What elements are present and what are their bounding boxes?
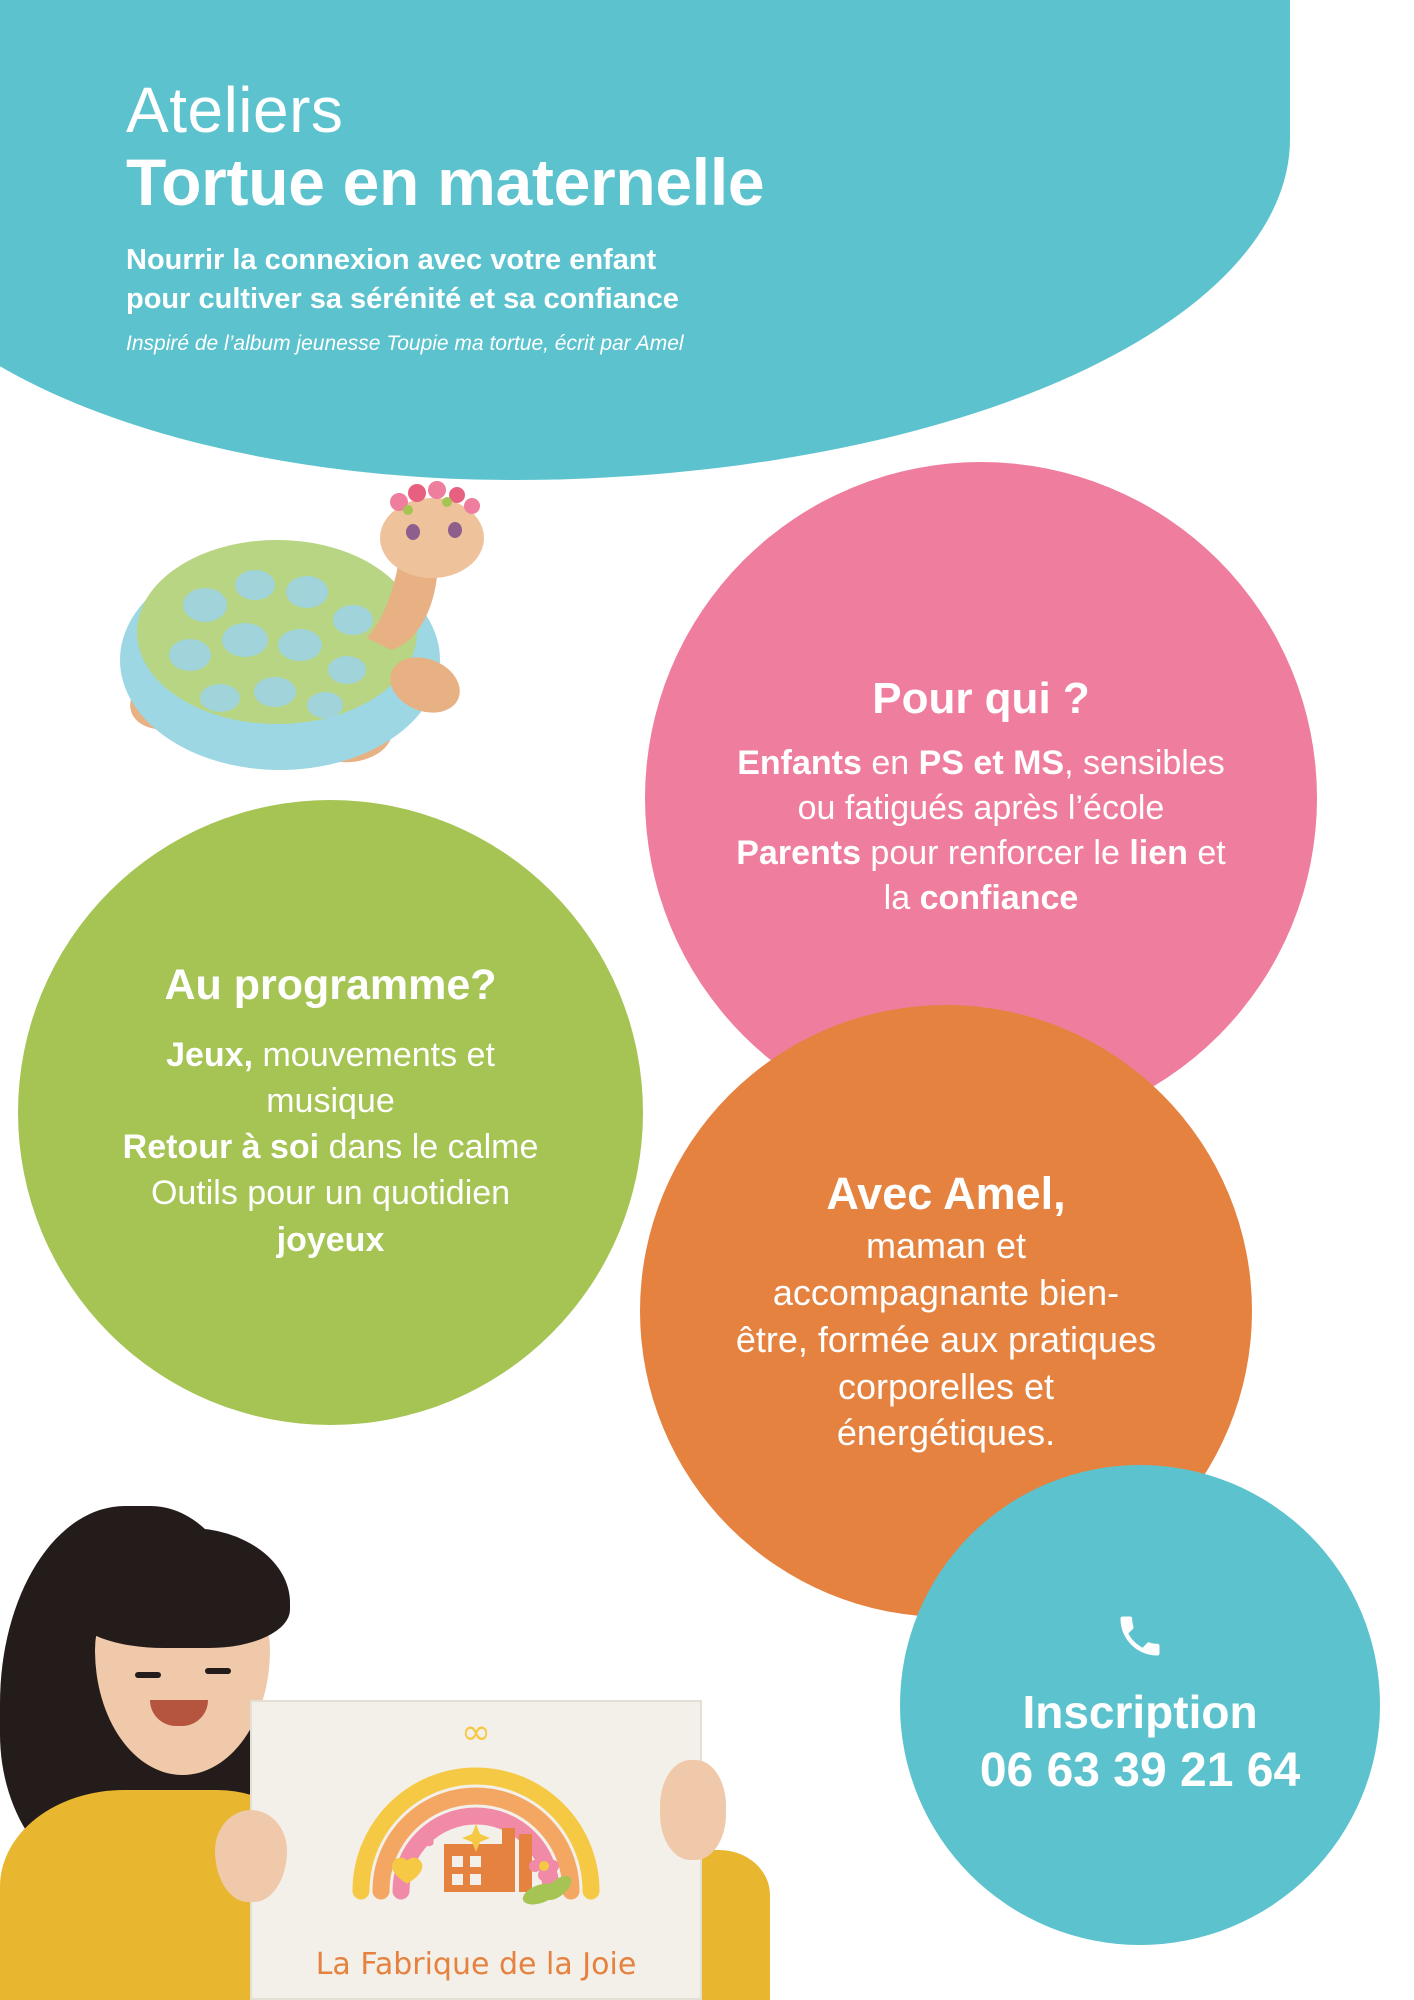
circle-au-programme (18, 800, 643, 1425)
pour-qui-strong-parents: Parents (736, 834, 861, 873)
au-programme-text-2: dans le calme (319, 1128, 539, 1167)
avec-amel-body (736, 1165, 1156, 1457)
au-programme-heading: Au programme? (164, 961, 497, 1010)
au-programme-strong-jeux: Jeux, (166, 1035, 254, 1074)
svg-text:♪: ♪ (422, 1815, 444, 1855)
logo-caption: La Fabrique de la Joie (315, 1947, 637, 1982)
pour-qui-strong-confiance: confiance (919, 879, 1079, 918)
au-programme-line2: musique (266, 1081, 395, 1120)
pour-qui-text-5: la (883, 879, 920, 918)
phone-icon (1114, 1610, 1166, 1671)
pour-qui-strong-niveaux: PS et MS (918, 744, 1065, 783)
inscription-label: Inscription (1022, 1686, 1258, 1739)
pour-qui-text-4: et (1187, 834, 1226, 873)
logo-sign (250, 1700, 702, 2000)
au-programme-body (123, 1032, 539, 1263)
photo-hand-right (660, 1760, 726, 1860)
photo-eye-right (205, 1668, 231, 1674)
avec-amel-line1: maman et (865, 1225, 1027, 1267)
avec-amel-line4: corporelles et (837, 1365, 1055, 1407)
pour-qui-body (736, 741, 1225, 921)
avec-amel-line2: accompagnante bien- (772, 1272, 1120, 1314)
credit-line: Inspiré de l’album jeunesse Toupie ma tortue, écrit par Amel (126, 331, 684, 355)
avec-amel-line3: être, formée aux pratiques (735, 1318, 1157, 1360)
inscription-phone-number[interactable]: 06 63 39 21 64 (979, 1744, 1301, 1797)
svg-text:∞: ∞ (461, 1716, 491, 1753)
pour-qui-heading: Pour qui ? (872, 674, 1090, 724)
pour-qui-strong-enfants: Enfants (737, 744, 862, 783)
pour-qui-strong-lien: lien (1129, 834, 1188, 873)
avec-amel-line5: énergétiques. (836, 1412, 1056, 1454)
pour-qui-text-3: pour renforcer le (860, 834, 1130, 873)
avec-amel-lead: Avec Amel, (826, 1167, 1066, 1219)
subtitle-line2: pour cultiver sa sérénité et sa confiance (126, 283, 679, 316)
subtitle-line1: Nourrir la connexion avec votre enfant (126, 244, 657, 277)
circle-inscription[interactable] (900, 1465, 1380, 1945)
pour-qui-line2: ou fatigués après l’école (797, 789, 1165, 828)
turtle-illustration (95, 480, 515, 790)
au-programme-strong-joyeux: joyeux (276, 1220, 385, 1259)
page-title-line2: Tortue en maternelle (126, 145, 765, 219)
photo-hand-left (215, 1810, 287, 1902)
au-programme-strong-retour: Retour à soi (122, 1128, 320, 1167)
page-title-line1: Ateliers (126, 74, 344, 146)
logo-graphic (326, 1716, 626, 1946)
au-programme-line4: Outils pour un quotidien (150, 1174, 511, 1213)
pour-qui-text-1: en (861, 744, 919, 783)
au-programme-text-1: mouvements et (253, 1035, 495, 1074)
header-text-block (126, 74, 1076, 377)
photo-eye-left (135, 1672, 161, 1678)
pour-qui-text-2: , sensibles (1064, 744, 1225, 783)
